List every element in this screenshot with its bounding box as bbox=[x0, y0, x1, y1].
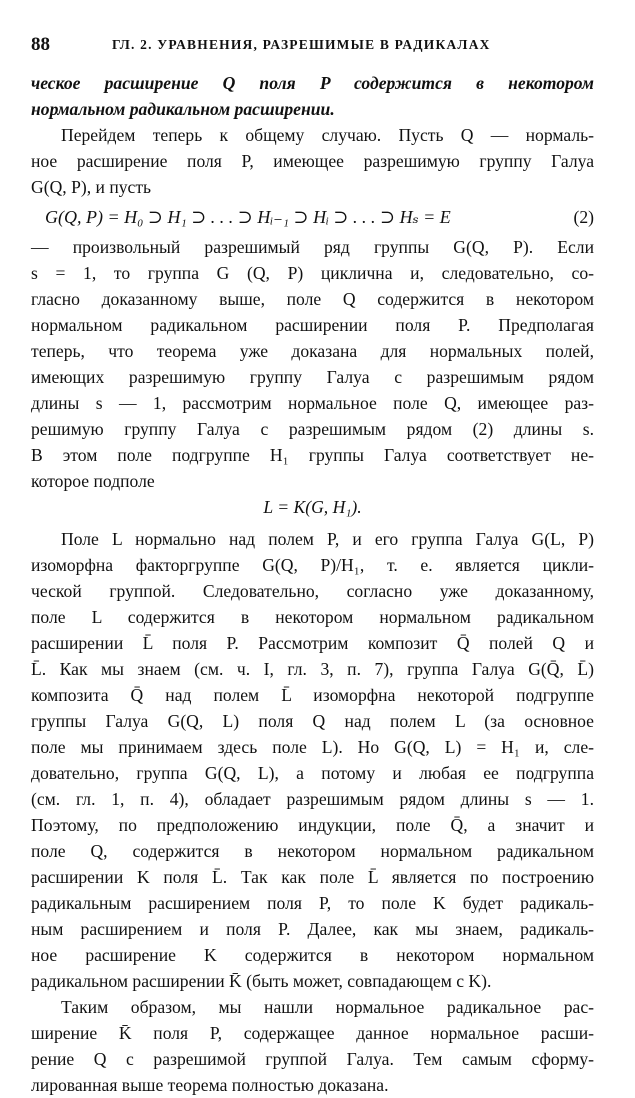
text-line: решимую группу Галуа с разрешимым рядом (2) длины s. bbox=[31, 419, 594, 439]
text-line: расширении K поля L̄. Так как поле L̄ является по построению bbox=[31, 867, 594, 887]
text-line: (см. гл. 1, п. 4), обладает разрешимым рядом длины s — 1. bbox=[31, 789, 594, 809]
text-line: ное расширение K содержится в некотором нормальном bbox=[31, 945, 594, 965]
equation-number: (2) bbox=[573, 207, 594, 227]
text-line: L̄. Как мы знаем (см. ч. I, гл. 3, п. 7), группа Галуа G(Q̄, L̄) bbox=[31, 659, 594, 679]
text-line: ным расширением и поля P. Далее, как мы знаем, радикаль- bbox=[31, 919, 594, 939]
display-formula: L = K(G, H₁). bbox=[263, 497, 362, 517]
equation-2 bbox=[31, 200, 594, 234]
text-line: нормальном радикальном расширении поля P. Предполагая bbox=[31, 315, 594, 335]
text-line: композита Q̄ над полем L̄ изоморфна некоторой подгруппе bbox=[31, 685, 594, 705]
text-line: ширение K̄ поля P, содержащее данное нормальное расши- bbox=[31, 1023, 594, 1043]
text-line: имеющих разрешимую группу Галуа с разрешимым рядом bbox=[31, 367, 594, 387]
text-line: которое подполе bbox=[31, 471, 155, 491]
text-line: В этом поле подгруппе H₁ группы Галуа соответствует не- bbox=[31, 445, 594, 465]
text-line: ное расширение поля P, имеющее разрешимую группу Галуа bbox=[31, 151, 594, 171]
theorem-line: нормальном радикальном расширении. bbox=[31, 99, 335, 119]
text-line: гласно доказанному выше, поле Q содержится в некотором bbox=[31, 289, 594, 309]
text-line: Таким образом, мы нашли нормальное радикальное рас- bbox=[61, 997, 594, 1017]
text-line: Поэтому, по предположению индукции, поле Q̄, а значит и bbox=[31, 815, 594, 835]
text-line: радикальным расширением поля P, то поле K будет радикаль- bbox=[31, 893, 594, 913]
text-line: G(Q, P), и пусть bbox=[31, 177, 152, 197]
page-number: 88 bbox=[31, 34, 50, 55]
text-line: группы Галуа G(Q, L) поля Q над полем L (за основное bbox=[31, 711, 594, 731]
text-line: Поле L нормально над полем P, и его группа Галуа G(L, P) bbox=[61, 529, 594, 549]
text-line: Перейдем теперь к общему случаю. Пусть Q — нормаль- bbox=[61, 125, 594, 145]
equation-formula: G(Q, P) = H₀ ⊃ H₁ ⊃ . . . ⊃ Hᵢ₋₁ ⊃ Hᵢ ⊃ . . . ⊃ Hₛ = E bbox=[45, 207, 451, 227]
running-head: ГЛ. 2. УРАВНЕНИЯ, РАЗРЕШИМЫЕ В РАДИКАЛАХ bbox=[112, 37, 491, 52]
text-line: изоморфна факторгруппе G(Q, P)/H₁, т. е. является цикли- bbox=[31, 555, 594, 575]
text-line: рение Q с разрешимой группой Галуа. Тем самым сформу- bbox=[31, 1049, 594, 1069]
text-line: расширении L̄ поля P. Рассмотрим композит Q̄ полей Q и bbox=[31, 633, 594, 653]
text-line: поле Q, содержится в некотором нормальном радикальном bbox=[31, 841, 594, 861]
text-line: длины s — 1, рассмотрим нормальное поле Q, имеющее раз- bbox=[31, 393, 594, 413]
text-line: довательно, группа G(Q, L), а потому и любая ее подгруппа bbox=[31, 763, 594, 783]
text-line: — произвольный разрешимый ряд группы G(Q, P). Если bbox=[31, 237, 594, 257]
text-line: теперь, что теорема уже доказана для нормальных полей, bbox=[31, 341, 594, 361]
page-body bbox=[31, 70, 594, 1098]
text-line: s = 1, то группа G (Q, P) циклична и, следовательно, со- bbox=[31, 263, 594, 283]
text-line: поле L содержится в некотором нормальном радикальном bbox=[31, 607, 594, 627]
theorem-line: ческое расширение Q поля P содержится в некотором bbox=[31, 73, 594, 93]
page-header bbox=[0, 34, 635, 58]
text-line: поле мы принимаем здесь поле L). Но G(Q, L) = H₁ и, сле- bbox=[31, 737, 594, 757]
text-line: лированная выше теорема полностью доказана. bbox=[31, 1075, 389, 1095]
text-line: ческой группой. Следовательно, согласно уже доказанному, bbox=[31, 581, 594, 601]
text-line: радикальном расширении K̄ (быть может, совпадающем с K). bbox=[31, 971, 492, 991]
